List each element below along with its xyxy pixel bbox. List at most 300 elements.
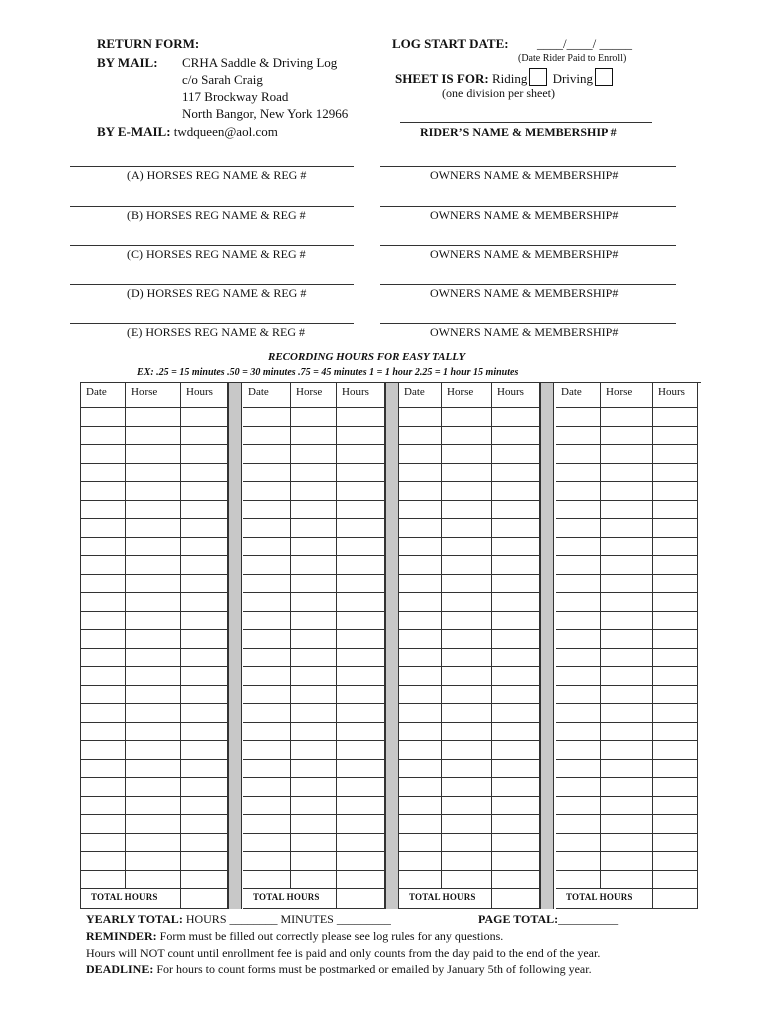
total-hours-field[interactable] <box>653 889 698 909</box>
log-cell-date[interactable] <box>556 778 601 797</box>
log-cell-horse[interactable] <box>601 482 653 501</box>
log-cell-hours[interactable] <box>492 519 540 538</box>
log-cell-date[interactable] <box>243 575 291 594</box>
log-cell-hours[interactable] <box>653 427 698 446</box>
log-cell-hours[interactable] <box>337 630 385 649</box>
log-cell-horse[interactable] <box>442 834 492 853</box>
log-cell-hours[interactable] <box>653 538 698 557</box>
log-cell-hours[interactable] <box>337 704 385 723</box>
log-cell-date[interactable] <box>399 815 442 834</box>
log-cell-horse[interactable] <box>442 408 492 427</box>
rider-name-line[interactable] <box>400 122 652 123</box>
log-cell-date[interactable] <box>399 760 442 779</box>
log-cell-date[interactable] <box>556 686 601 705</box>
email-address[interactable]: twdqueen@aol.com <box>173 124 278 139</box>
log-cell-hours[interactable] <box>653 519 698 538</box>
log-cell-horse[interactable] <box>291 408 337 427</box>
log-start-date-field[interactable]: ____/____/ _____ <box>537 36 632 51</box>
log-cell-hours[interactable] <box>653 760 698 779</box>
log-cell-date[interactable] <box>399 723 442 742</box>
log-cell-hours[interactable] <box>337 834 385 853</box>
log-cell-hours[interactable] <box>653 778 698 797</box>
log-cell-date[interactable] <box>81 575 126 594</box>
log-cell-hours[interactable] <box>337 464 385 483</box>
log-cell-date[interactable] <box>399 408 442 427</box>
log-cell-hours[interactable] <box>181 482 228 501</box>
log-cell-horse[interactable] <box>126 464 181 483</box>
log-cell-date[interactable] <box>243 445 291 464</box>
log-cell-date[interactable] <box>556 445 601 464</box>
log-cell-hours[interactable] <box>181 649 228 668</box>
log-cell-horse[interactable] <box>291 871 337 890</box>
log-cell-hours[interactable] <box>653 704 698 723</box>
log-cell-horse[interactable] <box>291 445 337 464</box>
log-cell-horse[interactable] <box>601 667 653 686</box>
log-cell-date[interactable] <box>243 778 291 797</box>
log-cell-date[interactable] <box>399 871 442 890</box>
log-cell-horse[interactable] <box>601 501 653 520</box>
total-hours-field[interactable] <box>492 889 540 909</box>
log-cell-date[interactable] <box>243 427 291 446</box>
owner-name-line[interactable] <box>380 284 676 285</box>
log-cell-horse[interactable] <box>442 741 492 760</box>
log-cell-date[interactable] <box>81 482 126 501</box>
horse-name-line[interactable] <box>70 245 354 246</box>
driving-checkbox[interactable] <box>595 68 613 86</box>
log-cell-hours[interactable] <box>653 815 698 834</box>
log-cell-hours[interactable] <box>653 593 698 612</box>
log-cell-date[interactable] <box>81 797 126 816</box>
log-cell-date[interactable] <box>243 704 291 723</box>
log-cell-horse[interactable] <box>126 427 181 446</box>
owner-name-line[interactable] <box>380 166 676 167</box>
log-cell-date[interactable] <box>81 630 126 649</box>
log-cell-hours[interactable] <box>653 575 698 594</box>
log-cell-horse[interactable] <box>291 464 337 483</box>
log-cell-horse[interactable] <box>291 686 337 705</box>
log-cell-date[interactable] <box>399 445 442 464</box>
log-cell-horse[interactable] <box>291 556 337 575</box>
log-cell-hours[interactable] <box>181 538 228 557</box>
log-cell-horse[interactable] <box>442 760 492 779</box>
log-cell-date[interactable] <box>81 686 126 705</box>
log-cell-hours[interactable] <box>181 834 228 853</box>
log-cell-horse[interactable] <box>442 427 492 446</box>
log-cell-date[interactable] <box>81 667 126 686</box>
log-cell-hours[interactable] <box>653 612 698 631</box>
log-cell-date[interactable] <box>81 834 126 853</box>
log-cell-date[interactable] <box>556 538 601 557</box>
log-cell-horse[interactable] <box>126 778 181 797</box>
log-cell-horse[interactable] <box>126 667 181 686</box>
log-cell-hours[interactable] <box>492 538 540 557</box>
log-cell-date[interactable] <box>81 556 126 575</box>
log-cell-horse[interactable] <box>601 556 653 575</box>
log-cell-date[interactable] <box>399 538 442 557</box>
log-cell-horse[interactable] <box>442 686 492 705</box>
log-cell-date[interactable] <box>399 834 442 853</box>
log-cell-hours[interactable] <box>653 741 698 760</box>
log-cell-horse[interactable] <box>442 612 492 631</box>
log-cell-date[interactable] <box>81 723 126 742</box>
log-cell-hours[interactable] <box>492 630 540 649</box>
horse-name-line[interactable] <box>70 323 354 324</box>
log-cell-date[interactable] <box>243 667 291 686</box>
log-cell-date[interactable] <box>556 464 601 483</box>
log-cell-hours[interactable] <box>337 408 385 427</box>
log-cell-hours[interactable] <box>181 408 228 427</box>
log-cell-horse[interactable] <box>601 445 653 464</box>
log-cell-date[interactable] <box>399 667 442 686</box>
log-cell-hours[interactable] <box>337 723 385 742</box>
horse-name-line[interactable] <box>70 166 354 167</box>
log-cell-date[interactable] <box>556 741 601 760</box>
log-cell-date[interactable] <box>81 464 126 483</box>
log-cell-hours[interactable] <box>337 649 385 668</box>
log-cell-date[interactable] <box>81 852 126 871</box>
log-cell-hours[interactable] <box>181 723 228 742</box>
log-cell-horse[interactable] <box>126 686 181 705</box>
log-cell-horse[interactable] <box>601 593 653 612</box>
log-cell-hours[interactable] <box>181 704 228 723</box>
log-cell-horse[interactable] <box>126 445 181 464</box>
log-cell-date[interactable] <box>243 519 291 538</box>
horse-name-line[interactable] <box>70 284 354 285</box>
log-cell-horse[interactable] <box>126 815 181 834</box>
riding-checkbox[interactable] <box>529 68 547 86</box>
log-cell-date[interactable] <box>243 686 291 705</box>
log-cell-hours[interactable] <box>492 723 540 742</box>
log-cell-hours[interactable] <box>492 797 540 816</box>
log-cell-date[interactable] <box>243 538 291 557</box>
log-cell-horse[interactable] <box>601 612 653 631</box>
log-cell-date[interactable] <box>556 834 601 853</box>
log-cell-horse[interactable] <box>126 741 181 760</box>
log-cell-hours[interactable] <box>492 501 540 520</box>
log-cell-horse[interactable] <box>291 815 337 834</box>
log-cell-hours[interactable] <box>181 686 228 705</box>
log-cell-date[interactable] <box>399 519 442 538</box>
total-hours-field[interactable] <box>181 889 228 909</box>
log-cell-horse[interactable] <box>291 612 337 631</box>
log-cell-horse[interactable] <box>291 723 337 742</box>
log-cell-horse[interactable] <box>442 667 492 686</box>
owner-name-line[interactable] <box>380 323 676 324</box>
total-hours-field[interactable] <box>337 889 385 909</box>
log-cell-date[interactable] <box>399 501 442 520</box>
log-cell-date[interactable] <box>399 464 442 483</box>
log-cell-date[interactable] <box>81 871 126 890</box>
log-cell-horse[interactable] <box>126 630 181 649</box>
log-cell-date[interactable] <box>399 630 442 649</box>
owner-name-line[interactable] <box>380 206 676 207</box>
log-cell-date[interactable] <box>556 482 601 501</box>
log-cell-date[interactable] <box>81 815 126 834</box>
log-cell-date[interactable] <box>243 723 291 742</box>
log-cell-hours[interactable] <box>337 778 385 797</box>
log-cell-horse[interactable] <box>291 834 337 853</box>
log-cell-hours[interactable] <box>181 612 228 631</box>
log-cell-hours[interactable] <box>492 482 540 501</box>
log-cell-horse[interactable] <box>601 686 653 705</box>
log-cell-hours[interactable] <box>337 427 385 446</box>
log-cell-horse[interactable] <box>442 538 492 557</box>
log-cell-horse[interactable] <box>601 427 653 446</box>
log-cell-date[interactable] <box>243 501 291 520</box>
log-cell-hours[interactable] <box>653 482 698 501</box>
log-cell-hours[interactable] <box>337 593 385 612</box>
log-cell-date[interactable] <box>81 741 126 760</box>
log-cell-horse[interactable] <box>442 723 492 742</box>
log-cell-horse[interactable] <box>442 593 492 612</box>
log-cell-date[interactable] <box>556 519 601 538</box>
log-cell-date[interactable] <box>243 797 291 816</box>
log-cell-horse[interactable] <box>126 704 181 723</box>
log-cell-horse[interactable] <box>126 760 181 779</box>
log-cell-date[interactable] <box>399 778 442 797</box>
log-cell-hours[interactable] <box>653 630 698 649</box>
log-cell-date[interactable] <box>243 852 291 871</box>
log-cell-hours[interactable] <box>492 575 540 594</box>
log-cell-date[interactable] <box>243 649 291 668</box>
log-cell-date[interactable] <box>243 593 291 612</box>
log-cell-hours[interactable] <box>492 686 540 705</box>
log-cell-hours[interactable] <box>492 649 540 668</box>
log-cell-date[interactable] <box>556 871 601 890</box>
log-cell-hours[interactable] <box>337 741 385 760</box>
log-cell-hours[interactable] <box>492 852 540 871</box>
log-cell-date[interactable] <box>556 797 601 816</box>
log-cell-hours[interactable] <box>492 741 540 760</box>
log-cell-date[interactable] <box>556 704 601 723</box>
log-cell-horse[interactable] <box>442 519 492 538</box>
log-cell-horse[interactable] <box>291 667 337 686</box>
log-cell-horse[interactable] <box>126 556 181 575</box>
log-cell-horse[interactable] <box>442 815 492 834</box>
log-cell-horse[interactable] <box>601 760 653 779</box>
log-cell-date[interactable] <box>399 649 442 668</box>
log-cell-hours[interactable] <box>337 760 385 779</box>
log-cell-hours[interactable] <box>181 760 228 779</box>
log-cell-date[interactable] <box>556 427 601 446</box>
log-cell-horse[interactable] <box>291 649 337 668</box>
log-cell-date[interactable] <box>81 704 126 723</box>
log-cell-date[interactable] <box>556 556 601 575</box>
log-cell-hours[interactable] <box>653 834 698 853</box>
log-cell-hours[interactable] <box>492 427 540 446</box>
log-cell-hours[interactable] <box>337 482 385 501</box>
log-cell-date[interactable] <box>81 427 126 446</box>
log-cell-hours[interactable] <box>181 871 228 890</box>
log-cell-horse[interactable] <box>601 408 653 427</box>
log-cell-date[interactable] <box>399 797 442 816</box>
log-cell-date[interactable] <box>399 741 442 760</box>
log-cell-date[interactable] <box>399 704 442 723</box>
log-cell-hours[interactable] <box>337 445 385 464</box>
log-cell-horse[interactable] <box>601 797 653 816</box>
log-cell-horse[interactable] <box>126 871 181 890</box>
log-cell-date[interactable] <box>81 649 126 668</box>
log-cell-horse[interactable] <box>442 649 492 668</box>
log-cell-date[interactable] <box>556 852 601 871</box>
log-cell-hours[interactable] <box>337 852 385 871</box>
log-cell-hours[interactable] <box>181 519 228 538</box>
log-cell-hours[interactable] <box>181 852 228 871</box>
log-cell-horse[interactable] <box>601 538 653 557</box>
log-cell-date[interactable] <box>399 427 442 446</box>
log-cell-horse[interactable] <box>601 630 653 649</box>
log-cell-hours[interactable] <box>337 871 385 890</box>
log-cell-date[interactable] <box>243 834 291 853</box>
log-cell-hours[interactable] <box>653 667 698 686</box>
log-cell-horse[interactable] <box>291 760 337 779</box>
log-cell-date[interactable] <box>81 593 126 612</box>
log-cell-horse[interactable] <box>291 575 337 594</box>
log-cell-hours[interactable] <box>337 667 385 686</box>
log-cell-horse[interactable] <box>601 575 653 594</box>
log-cell-horse[interactable] <box>601 852 653 871</box>
log-cell-hours[interactable] <box>181 445 228 464</box>
log-cell-horse[interactable] <box>601 464 653 483</box>
log-cell-hours[interactable] <box>492 815 540 834</box>
log-cell-date[interactable] <box>556 593 601 612</box>
log-cell-date[interactable] <box>556 408 601 427</box>
log-cell-horse[interactable] <box>601 723 653 742</box>
log-cell-date[interactable] <box>399 852 442 871</box>
log-cell-hours[interactable] <box>653 797 698 816</box>
log-cell-horse[interactable] <box>442 704 492 723</box>
log-cell-horse[interactable] <box>291 741 337 760</box>
log-cell-horse[interactable] <box>442 445 492 464</box>
log-cell-hours[interactable] <box>653 871 698 890</box>
log-cell-hours[interactable] <box>337 501 385 520</box>
log-cell-hours[interactable] <box>181 575 228 594</box>
log-cell-horse[interactable] <box>291 630 337 649</box>
log-cell-horse[interactable] <box>126 612 181 631</box>
yearly-total-fields[interactable]: HOURS ________ MINUTES _________ <box>182 912 391 926</box>
log-cell-hours[interactable] <box>492 593 540 612</box>
log-cell-hours[interactable] <box>492 760 540 779</box>
log-cell-hours[interactable] <box>337 538 385 557</box>
log-cell-date[interactable] <box>81 519 126 538</box>
log-cell-horse[interactable] <box>442 575 492 594</box>
log-cell-horse[interactable] <box>291 852 337 871</box>
log-cell-hours[interactable] <box>181 556 228 575</box>
log-cell-hours[interactable] <box>653 686 698 705</box>
log-cell-horse[interactable] <box>442 501 492 520</box>
log-cell-hours[interactable] <box>492 556 540 575</box>
log-cell-hours[interactable] <box>181 501 228 520</box>
log-cell-hours[interactable] <box>492 704 540 723</box>
log-cell-date[interactable] <box>556 575 601 594</box>
log-cell-horse[interactable] <box>126 593 181 612</box>
log-cell-date[interactable] <box>243 630 291 649</box>
log-cell-horse[interactable] <box>442 778 492 797</box>
log-cell-date[interactable] <box>243 556 291 575</box>
log-cell-horse[interactable] <box>601 871 653 890</box>
log-cell-hours[interactable] <box>337 686 385 705</box>
log-cell-hours[interactable] <box>337 612 385 631</box>
log-cell-date[interactable] <box>243 760 291 779</box>
log-cell-date[interactable] <box>556 612 601 631</box>
log-cell-hours[interactable] <box>653 501 698 520</box>
log-cell-hours[interactable] <box>181 593 228 612</box>
log-cell-date[interactable] <box>399 556 442 575</box>
log-cell-hours[interactable] <box>337 519 385 538</box>
log-cell-horse[interactable] <box>291 797 337 816</box>
log-cell-horse[interactable] <box>291 778 337 797</box>
log-cell-horse[interactable] <box>442 556 492 575</box>
log-cell-date[interactable] <box>81 501 126 520</box>
log-cell-hours[interactable] <box>492 871 540 890</box>
log-cell-date[interactable] <box>556 667 601 686</box>
log-cell-horse[interactable] <box>126 519 181 538</box>
log-cell-horse[interactable] <box>126 482 181 501</box>
log-cell-horse[interactable] <box>442 852 492 871</box>
log-cell-horse[interactable] <box>126 834 181 853</box>
log-cell-horse[interactable] <box>601 519 653 538</box>
log-cell-hours[interactable] <box>181 741 228 760</box>
log-cell-hours[interactable] <box>492 464 540 483</box>
log-cell-date[interactable] <box>556 723 601 742</box>
log-cell-horse[interactable] <box>291 519 337 538</box>
log-cell-horse[interactable] <box>126 649 181 668</box>
log-cell-hours[interactable] <box>492 778 540 797</box>
log-cell-date[interactable] <box>243 612 291 631</box>
log-cell-date[interactable] <box>81 538 126 557</box>
log-cell-horse[interactable] <box>126 538 181 557</box>
log-cell-hours[interactable] <box>181 815 228 834</box>
log-cell-hours[interactable] <box>492 834 540 853</box>
log-cell-date[interactable] <box>81 612 126 631</box>
log-cell-horse[interactable] <box>291 538 337 557</box>
log-cell-horse[interactable] <box>126 723 181 742</box>
log-cell-horse[interactable] <box>442 630 492 649</box>
log-cell-horse[interactable] <box>291 482 337 501</box>
log-cell-hours[interactable] <box>181 630 228 649</box>
log-cell-date[interactable] <box>399 482 442 501</box>
log-cell-hours[interactable] <box>181 464 228 483</box>
log-cell-date[interactable] <box>243 408 291 427</box>
log-cell-date[interactable] <box>81 408 126 427</box>
log-cell-horse[interactable] <box>442 797 492 816</box>
log-cell-hours[interactable] <box>492 445 540 464</box>
log-cell-hours[interactable] <box>653 556 698 575</box>
owner-name-line[interactable] <box>380 245 676 246</box>
log-cell-hours[interactable] <box>653 445 698 464</box>
log-cell-hours[interactable] <box>337 556 385 575</box>
log-cell-horse[interactable] <box>601 815 653 834</box>
log-cell-horse[interactable] <box>601 704 653 723</box>
log-cell-date[interactable] <box>556 649 601 668</box>
log-cell-hours[interactable] <box>181 667 228 686</box>
log-cell-hours[interactable] <box>337 797 385 816</box>
log-cell-horse[interactable] <box>442 464 492 483</box>
log-cell-hours[interactable] <box>492 612 540 631</box>
horse-name-line[interactable] <box>70 206 354 207</box>
log-cell-date[interactable] <box>399 686 442 705</box>
log-cell-horse[interactable] <box>601 741 653 760</box>
log-cell-date[interactable] <box>243 741 291 760</box>
log-cell-date[interactable] <box>81 445 126 464</box>
log-cell-date[interactable] <box>399 612 442 631</box>
log-cell-horse[interactable] <box>601 778 653 797</box>
log-cell-hours[interactable] <box>337 815 385 834</box>
log-cell-date[interactable] <box>243 815 291 834</box>
log-cell-hours[interactable] <box>181 427 228 446</box>
log-cell-hours[interactable] <box>653 723 698 742</box>
log-cell-horse[interactable] <box>126 408 181 427</box>
